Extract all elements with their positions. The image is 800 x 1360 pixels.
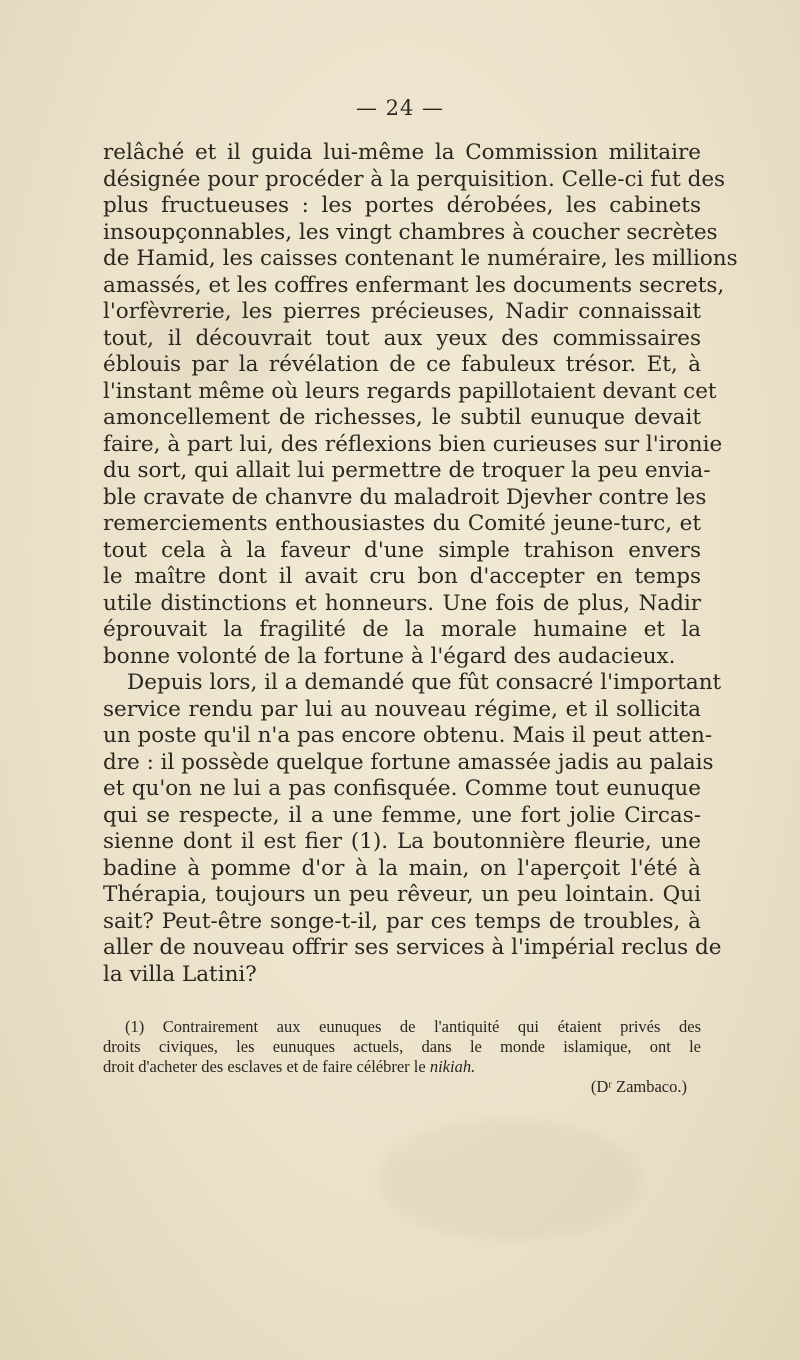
- text-line: amassés, et les coffres enfermant les documents secrets,: [103, 272, 725, 298]
- footnote-line: (1) Contrairement aux eunuques de l'antiquité qui étaient privés des: [125, 1017, 701, 1036]
- text-line: faire, à part lui, des réflexions bien curieuses sur l'ironie: [103, 431, 723, 457]
- text-line: sienne dont il est fier (1). La boutonnière fleurie, une: [103, 829, 701, 854]
- main-text: [103, 140, 738, 988]
- text-line: bonne volonté de la fortune à l'égard des audacieux.: [103, 643, 676, 669]
- footnote-text: droit d'acheter des esclaves et de faire célébrer le: [103, 1057, 430, 1076]
- text-line: le maître dont il avait cru bon d'accepter en temps: [103, 564, 701, 589]
- text-line: éblouis par la révélation de ce fabuleux trésor. Et, à: [103, 352, 701, 377]
- page-number: — 24 —: [355, 96, 445, 120]
- text-line: Depuis lors, il a demandé que fût consacré l'important: [127, 670, 722, 695]
- text-line: qui se respecte, il a une femme, une fort jolie Circas-: [103, 802, 701, 828]
- text-line: relâché et il guida lui-même la Commission militaire: [103, 140, 701, 165]
- text-line: l'orfèvrerie, les pierres précieuses, Nadir connaissait: [103, 299, 701, 324]
- text-line: insoupçonnables, les vingt chambres à coucher secrètes: [103, 219, 718, 245]
- paragraph-1: [103, 140, 738, 670]
- footnote-signature: (Dʳ Zambaco.): [590, 1077, 687, 1096]
- text-line: ble cravate de chanvre du maladroit Djevher contre les: [103, 484, 707, 510]
- text-line: aller de nouveau offrir ses services à l'impérial reclus de: [103, 935, 722, 960]
- text-line: du sort, qui allait lui permettre de troquer la peu envia-: [103, 458, 711, 483]
- text-line: la villa Latini?: [103, 961, 257, 987]
- footnote-line: droits civiques, les eunuques actuels, dans le monde islamique, ont le: [103, 1037, 701, 1056]
- page-stain: [380, 1120, 640, 1240]
- text-line: plus fructueuses : les portes dérobées, les cabinets: [103, 193, 701, 218]
- text-line: utile distinctions et honneurs. Une fois de plus, Nadir: [103, 590, 701, 616]
- text-line: de Hamid, les caisses contenant le numéraire, les millions: [103, 246, 738, 271]
- footnote-italic-word: nikiah.: [429, 1057, 476, 1076]
- text-line: un poste qu'il n'a pas encore obtenu. Mais il peut atten-: [103, 723, 713, 748]
- paragraph-2: [103, 670, 722, 988]
- text-line: l'instant même où leurs regards papillotaient devant cet: [103, 378, 717, 404]
- text-line: badine à pomme d'or à la main, on l'aperçoit l'été à: [103, 855, 701, 881]
- text-line: et qu'on ne lui a pas confisquée. Comme tout eunuque: [103, 776, 701, 801]
- text-line: désignée pour procéder à la perquisition. Celle-ci fut des: [103, 166, 726, 192]
- text-line: dre : il possède quelque fortune amassée jadis au palais: [103, 749, 714, 775]
- text-line: tout cela à la faveur d'une simple trahison envers: [103, 537, 701, 563]
- text-line: remerciements enthousiastes du Comité jeune-turc, et: [103, 511, 701, 536]
- text-line: sait? Peut-être songe-t-il, par ces temps de troubles, à: [103, 908, 701, 934]
- text-line: Thérapia, toujours un peu rêveur, un peu lointain. Qui: [103, 882, 701, 907]
- text-line: amoncellement de richesses, le subtil eunuque devait: [103, 405, 701, 430]
- text-line: éprouvait la fragilité de la morale humaine et la: [103, 617, 701, 642]
- text-line: tout, il découvrait tout aux yeux des commissaires: [103, 325, 701, 351]
- text-line: service rendu par lui au nouveau régime, et il sollicita: [103, 696, 701, 722]
- footnote: [103, 1017, 701, 1097]
- footnote-line: [103, 1057, 701, 1077]
